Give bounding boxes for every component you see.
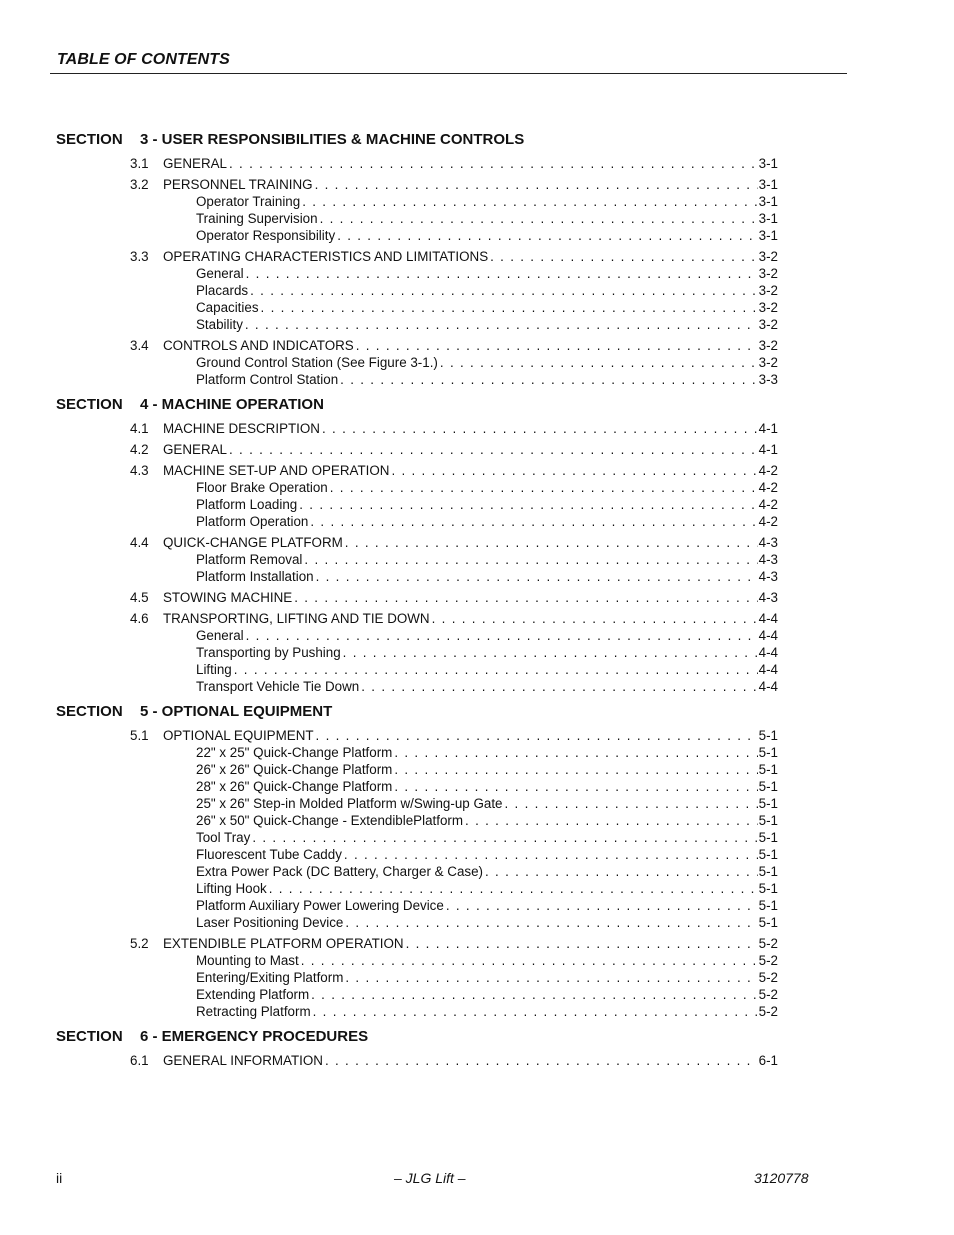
- entry-title: General: [196, 266, 244, 281]
- toc-entry[interactable]: [56, 441, 778, 458]
- entry-title: General: [196, 628, 244, 643]
- toc-entry[interactable]: [56, 846, 778, 863]
- toc-entry[interactable]: [56, 644, 778, 661]
- entry-title: 28" x 26" Quick-Change Platform: [196, 779, 393, 794]
- toc-entry[interactable]: [56, 496, 778, 513]
- entry-page: 3-2: [758, 355, 778, 370]
- toc-entry[interactable]: [56, 210, 778, 227]
- dot-leader: [322, 420, 758, 437]
- entry-page: 4-3: [758, 569, 778, 584]
- entry-number: 3.2: [130, 177, 149, 192]
- entry-page: 5-1: [758, 830, 778, 845]
- dot-leader: [345, 914, 757, 931]
- dot-leader: [345, 534, 758, 551]
- section-heading[interactable]: [56, 131, 778, 153]
- dot-leader: [343, 644, 758, 661]
- dot-leader: [302, 193, 757, 210]
- entry-page: 3-1: [758, 194, 778, 209]
- dot-leader: [394, 778, 757, 795]
- section-title: 3 - USER RESPONSIBILITIES & MACHINE CONTROLS: [140, 131, 525, 148]
- toc-entry[interactable]: [56, 610, 778, 627]
- dot-leader: [269, 880, 758, 897]
- page-title: TABLE OF CONTENTS: [57, 51, 230, 68]
- entry-title: Lifting: [196, 662, 232, 677]
- entry-page: 5-2: [758, 953, 778, 968]
- toc-entry[interactable]: [56, 744, 778, 761]
- entry-title: EXTENDIBLE PLATFORM OPERATION: [163, 936, 404, 951]
- entry-title: Floor Brake Operation: [196, 480, 328, 495]
- entry-page: 5-1: [758, 915, 778, 930]
- entry-title: Retracting Platform: [196, 1004, 311, 1019]
- section-title: 6 - EMERGENCY PROCEDURES: [140, 1028, 369, 1045]
- dot-leader: [261, 299, 758, 316]
- section-heading[interactable]: [56, 396, 778, 418]
- entry-page: 5-2: [758, 936, 778, 951]
- entry-number: 4.3: [130, 463, 149, 478]
- entry-page: 5-2: [758, 1004, 778, 1019]
- dot-leader: [432, 610, 758, 627]
- entry-title: Entering/Exiting Platform: [196, 970, 344, 985]
- entry-page: 4-3: [758, 590, 778, 605]
- toc-entry[interactable]: [56, 678, 778, 695]
- entry-page: 4-2: [758, 463, 778, 478]
- dot-leader: [245, 316, 758, 333]
- toc-entry[interactable]: [56, 897, 778, 914]
- entry-page: 4-4: [758, 662, 778, 677]
- entry-page: 5-1: [758, 728, 778, 743]
- entry-title: Platform Installation: [196, 569, 314, 584]
- entry-title: Extra Power Pack (DC Battery, Charger & Case): [196, 864, 483, 879]
- entry-page: 3-1: [758, 228, 778, 243]
- entry-title: 22" x 25" Quick-Change Platform: [196, 745, 393, 760]
- entry-title: CONTROLS AND INDICATORS: [163, 338, 354, 353]
- entry-page: 5-1: [758, 847, 778, 862]
- toc-entry[interactable]: [56, 1003, 778, 1020]
- dot-leader: [229, 441, 758, 458]
- dot-leader: [316, 727, 758, 744]
- dot-leader: [301, 952, 758, 969]
- entry-page: 3-2: [758, 249, 778, 264]
- publisher: – JLG Lift –: [394, 1170, 466, 1186]
- dot-leader: [504, 795, 757, 812]
- toc-entry[interactable]: [56, 568, 778, 585]
- dot-leader: [304, 551, 757, 568]
- entry-page: 5-1: [758, 881, 778, 896]
- entry-title: MACHINE SET-UP AND OPERATION: [163, 463, 390, 478]
- entry-title: PERSONNEL TRAINING: [163, 177, 313, 192]
- toc-entry[interactable]: [56, 952, 778, 969]
- section-label: SECTION: [56, 131, 123, 148]
- entry-page: 4-3: [758, 535, 778, 550]
- entry-title: 26" x 26" Quick-Change Platform: [196, 762, 393, 777]
- toc-entry[interactable]: [56, 513, 778, 530]
- entry-page: 5-1: [758, 813, 778, 828]
- entry-page: 4-4: [758, 679, 778, 694]
- entry-page: 5-1: [758, 762, 778, 777]
- section-label: SECTION: [56, 1028, 123, 1045]
- dot-leader: [344, 846, 758, 863]
- entry-page: 5-1: [758, 898, 778, 913]
- entry-title: Stability: [196, 317, 243, 332]
- entry-title: Platform Auxiliary Power Lowering Device: [196, 898, 444, 913]
- toc-entry[interactable]: [56, 265, 778, 282]
- toc-entry[interactable]: [56, 778, 778, 795]
- entry-page: 5-1: [758, 796, 778, 811]
- entry-title: OPTIONAL EQUIPMENT: [163, 728, 314, 743]
- entry-page: 4-2: [758, 497, 778, 512]
- toc-entry[interactable]: [56, 969, 778, 986]
- dot-leader: [485, 863, 758, 880]
- toc-entry[interactable]: [56, 863, 778, 880]
- entry-page: 3-2: [758, 338, 778, 353]
- entry-page: 4-2: [758, 480, 778, 495]
- toc-entry[interactable]: [56, 316, 778, 333]
- entry-title: Training Supervision: [196, 211, 318, 226]
- entry-page: 4-4: [758, 628, 778, 643]
- toc-entry[interactable]: [56, 935, 778, 952]
- entry-title: GENERAL: [163, 156, 227, 171]
- toc-entry[interactable]: [56, 155, 778, 172]
- entry-page: 3-2: [758, 300, 778, 315]
- toc-entry[interactable]: [56, 248, 778, 265]
- toc-entry[interactable]: [56, 551, 778, 568]
- entry-title: Platform Control Station: [196, 372, 339, 387]
- dot-leader: [316, 568, 758, 585]
- entry-title: GENERAL INFORMATION: [163, 1053, 323, 1068]
- toc-entry[interactable]: [56, 371, 778, 388]
- toc-entry[interactable]: [56, 176, 778, 193]
- dot-leader: [361, 678, 757, 695]
- entry-page: 3-1: [758, 156, 778, 171]
- entry-page: 3-1: [758, 211, 778, 226]
- entry-number: 4.4: [130, 535, 149, 550]
- toc-entry[interactable]: [56, 462, 778, 479]
- entry-title: Fluorescent Tube Caddy: [196, 847, 342, 862]
- entry-title: Platform Removal: [196, 552, 303, 567]
- entry-title: Lifting Hook: [196, 881, 267, 896]
- entry-page: 3-3: [758, 372, 778, 387]
- dot-leader: [490, 248, 758, 265]
- entry-title: Tool Tray: [196, 830, 251, 845]
- dot-leader: [246, 627, 758, 644]
- dot-leader: [294, 589, 757, 606]
- toc-entry[interactable]: [56, 1052, 778, 1069]
- dot-leader: [394, 761, 757, 778]
- document-number: 3120778: [754, 1170, 809, 1186]
- entry-title: Laser Positioning Device: [196, 915, 344, 930]
- entry-number: 3.3: [130, 249, 149, 264]
- toc-entry[interactable]: [56, 227, 778, 244]
- dot-leader: [313, 1003, 758, 1020]
- dot-leader: [325, 1052, 758, 1069]
- entry-title: GENERAL: [163, 442, 227, 457]
- entry-number: 4.1: [130, 421, 149, 436]
- toc-entry[interactable]: [56, 727, 778, 744]
- toc-entry[interactable]: [56, 589, 778, 606]
- entry-title: Platform Loading: [196, 497, 298, 512]
- entry-page: 4-2: [758, 514, 778, 529]
- entry-title: Operator Training: [196, 194, 301, 209]
- entry-number: 3.4: [130, 338, 149, 353]
- entry-title: QUICK-CHANGE PLATFORM: [163, 535, 343, 550]
- entry-title: OPERATING CHARACTERISTICS AND LIMITATIONS: [163, 249, 489, 264]
- toc-entry[interactable]: [56, 193, 778, 210]
- dot-leader: [330, 479, 758, 496]
- entry-title: 26" x 50" Quick-Change - ExtendiblePlatform: [196, 813, 464, 828]
- entry-title: Placards: [196, 283, 249, 298]
- entry-page: 4-4: [758, 645, 778, 660]
- entry-page: 5-2: [758, 970, 778, 985]
- entry-number: 3.1: [130, 156, 149, 171]
- entry-page: 3-2: [758, 283, 778, 298]
- entry-title: MACHINE DESCRIPTION: [163, 421, 320, 436]
- toc-entry[interactable]: [56, 420, 778, 437]
- toc-entry[interactable]: [56, 761, 778, 778]
- dot-leader: [311, 986, 758, 1003]
- entry-number: 4.6: [130, 611, 149, 626]
- dot-leader: [310, 513, 757, 530]
- dot-leader: [440, 354, 758, 371]
- entry-page: 5-1: [758, 745, 778, 760]
- section-title: 4 - MACHINE OPERATION: [140, 396, 324, 413]
- entry-page: 4-3: [758, 552, 778, 567]
- dot-leader: [345, 969, 757, 986]
- toc-entry[interactable]: [56, 299, 778, 316]
- section-label: SECTION: [56, 396, 123, 413]
- dot-leader: [406, 935, 758, 952]
- toc-entry[interactable]: [56, 337, 778, 354]
- entry-page: 3-2: [758, 266, 778, 281]
- entry-page: 3-2: [758, 317, 778, 332]
- toc-entry[interactable]: [56, 479, 778, 496]
- entry-title: Capacities: [196, 300, 259, 315]
- dot-leader: [299, 496, 757, 513]
- entry-title: Mounting to Mast: [196, 953, 299, 968]
- entry-title: 25" x 26" Step-in Molded Platform w/Swing-up Gate: [196, 796, 503, 811]
- section-title: 5 - OPTIONAL EQUIPMENT: [140, 703, 333, 720]
- entry-title: Extending Platform: [196, 987, 310, 1002]
- dot-leader: [340, 371, 757, 388]
- dot-leader: [246, 265, 758, 282]
- entry-page: 5-2: [758, 987, 778, 1002]
- dot-leader: [337, 227, 757, 244]
- entry-title: Transporting by Pushing: [196, 645, 341, 660]
- toc-entry[interactable]: [56, 795, 778, 812]
- dot-leader: [234, 661, 758, 678]
- dot-leader: [250, 282, 758, 299]
- entry-title: STOWING MACHINE: [163, 590, 293, 605]
- toc-entry[interactable]: [56, 986, 778, 1003]
- dot-leader: [465, 812, 758, 829]
- entry-number: 4.5: [130, 590, 149, 605]
- entry-page: 4-1: [758, 442, 778, 457]
- entry-title: TRANSPORTING, LIFTING AND TIE DOWN: [163, 611, 430, 626]
- entry-number: 4.2: [130, 442, 149, 457]
- section-heading[interactable]: [56, 1028, 778, 1050]
- entry-title: Transport Vehicle Tie Down: [196, 679, 360, 694]
- entry-title: Ground Control Station (See Figure 3-1.): [196, 355, 438, 370]
- entry-page: 5-1: [758, 864, 778, 879]
- table-of-contents: [56, 131, 778, 1069]
- dot-leader: [252, 829, 757, 846]
- entry-number: 5.1: [130, 728, 149, 743]
- dot-leader: [356, 337, 758, 354]
- toc-entry[interactable]: [56, 354, 778, 371]
- entry-page: 4-1: [758, 421, 778, 436]
- entry-number: 5.2: [130, 936, 149, 951]
- entry-page: 5-1: [758, 779, 778, 794]
- page-number: ii: [56, 1170, 63, 1186]
- section-label: SECTION: [56, 703, 123, 720]
- entry-page: 3-1: [758, 177, 778, 192]
- toc-entry[interactable]: [56, 627, 778, 644]
- dot-leader: [446, 897, 758, 914]
- entry-page: 4-4: [758, 611, 778, 626]
- toc-entry[interactable]: [56, 661, 778, 678]
- entry-number: 6.1: [130, 1053, 149, 1068]
- entry-page: 6-1: [758, 1053, 778, 1068]
- dot-leader: [391, 462, 757, 479]
- dot-leader: [315, 176, 758, 193]
- toc-entry[interactable]: [56, 812, 778, 829]
- dot-leader: [229, 155, 758, 172]
- page-header: [50, 51, 847, 74]
- toc-entry[interactable]: [56, 880, 778, 897]
- entry-title: Operator Responsibility: [196, 228, 336, 243]
- toc-entry[interactable]: [56, 829, 778, 846]
- section-heading[interactable]: [56, 703, 778, 725]
- dot-leader: [394, 744, 757, 761]
- toc-entry[interactable]: [56, 282, 778, 299]
- toc-entry[interactable]: [56, 914, 778, 931]
- dot-leader: [320, 210, 758, 227]
- toc-entry[interactable]: [56, 534, 778, 551]
- entry-title: Platform Operation: [196, 514, 309, 529]
